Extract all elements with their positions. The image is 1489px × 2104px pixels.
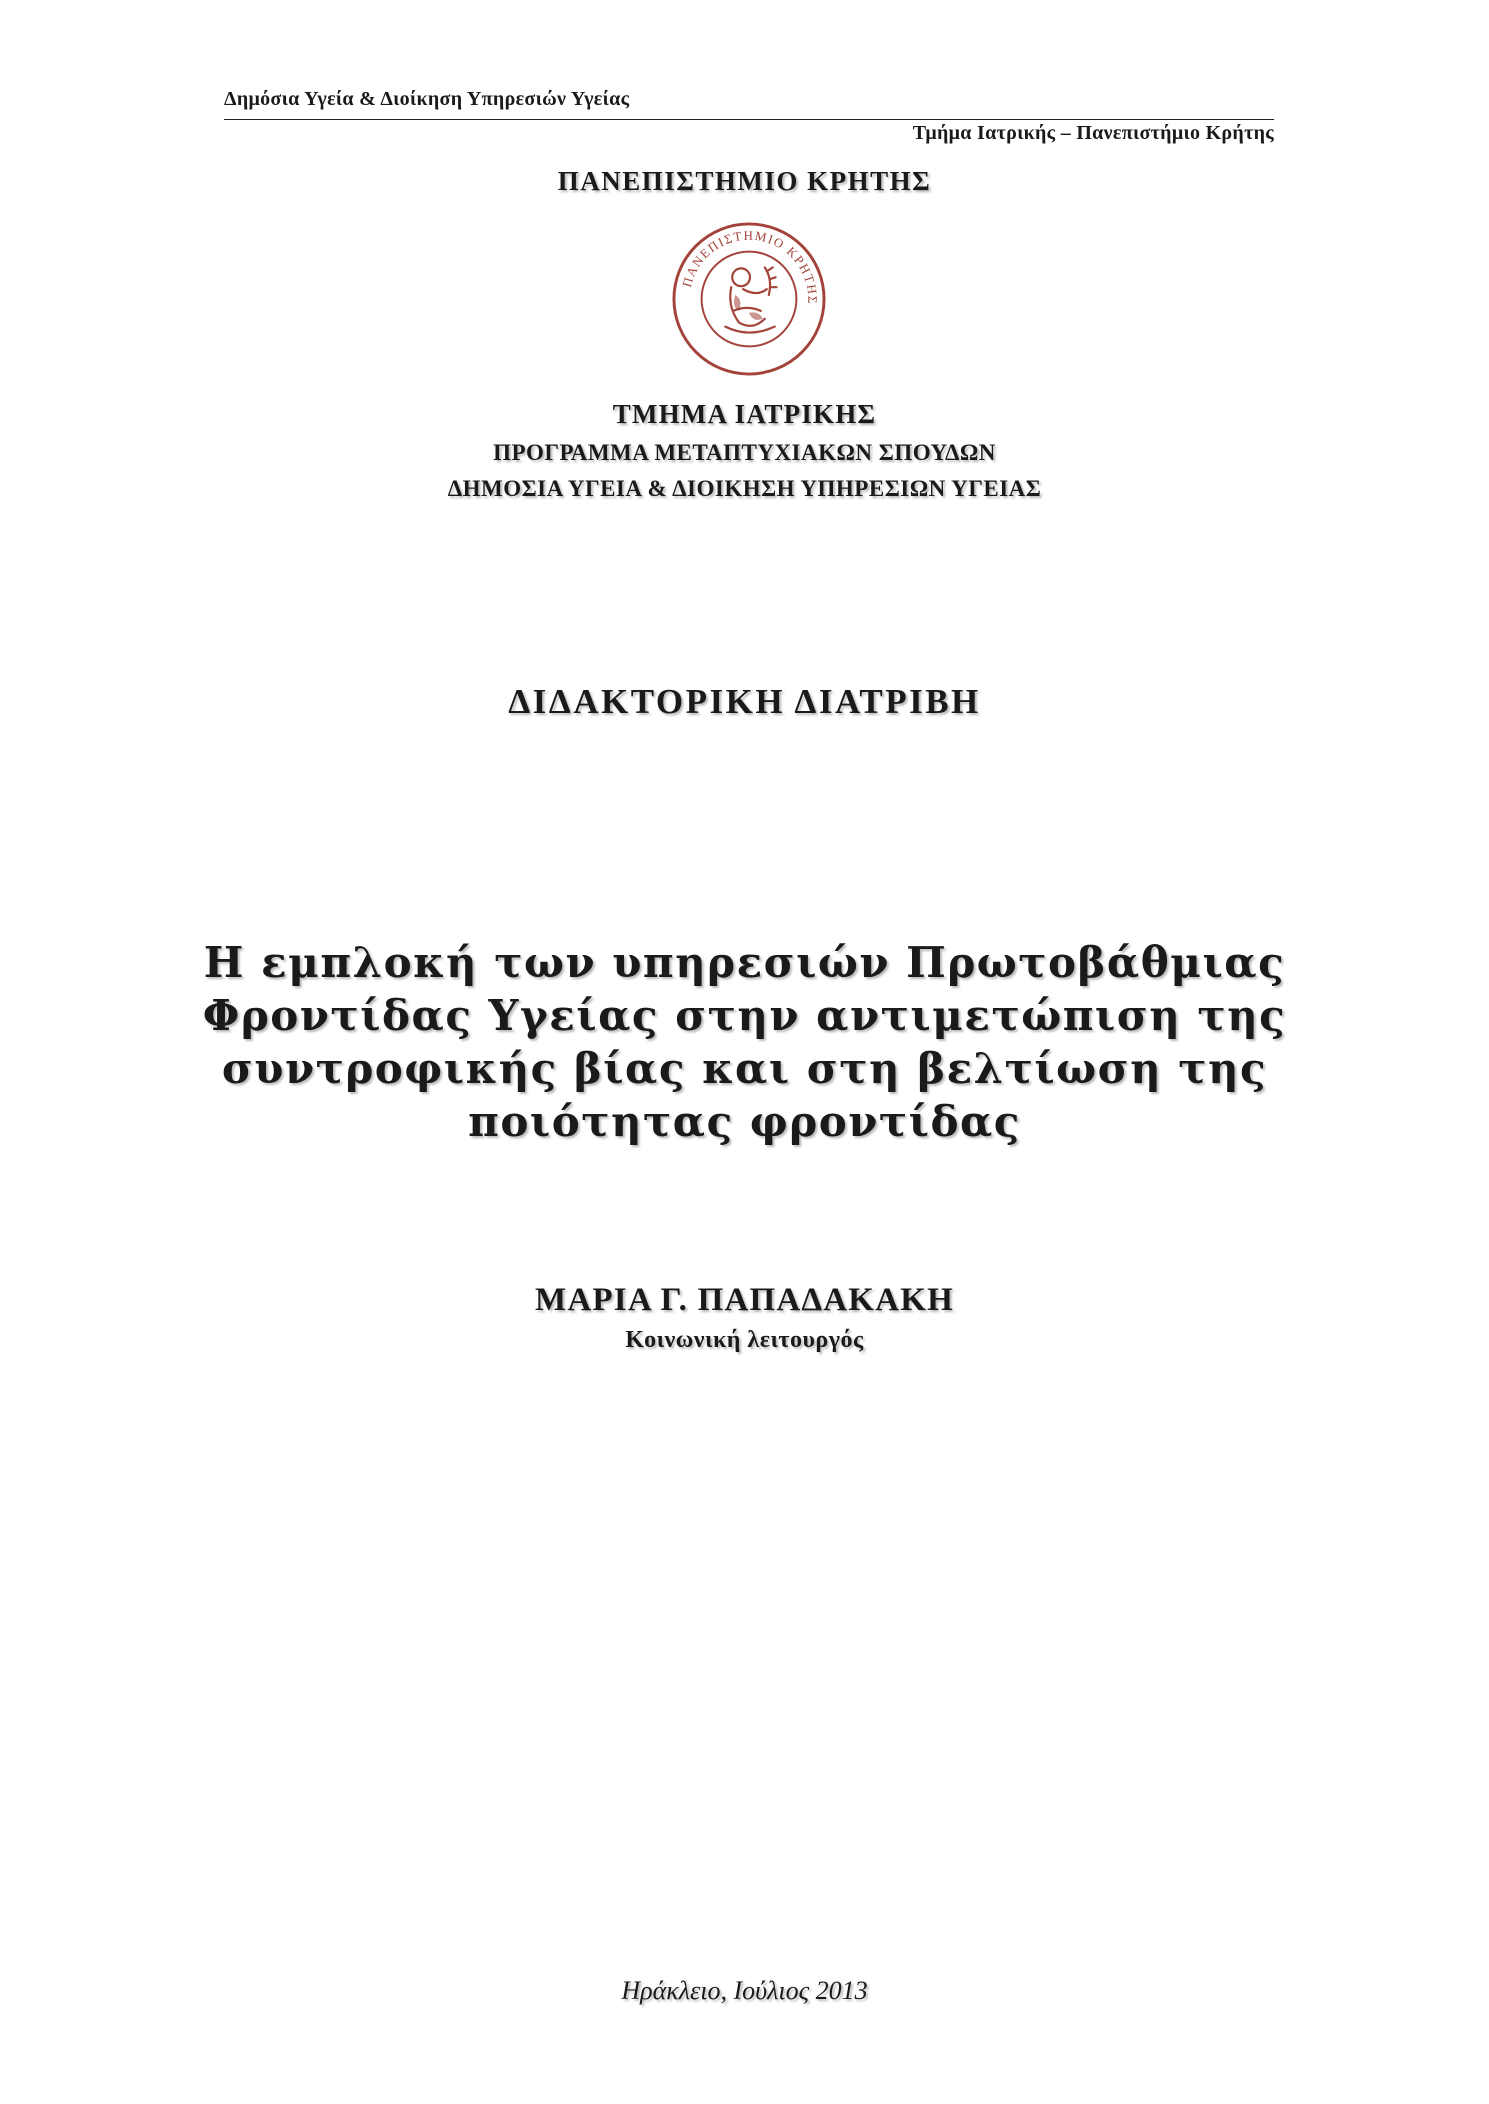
svg-text:ΠΑΝΕΠΙΣΤΗΜΙΟ ΚΡΗΤΗΣ: ΠΑΝΕΠΙΣΤΗΜΙΟ ΚΡΗΤΗΣ <box>679 228 820 305</box>
department-name: ΤΜΗΜΑ ΙΑΤΡΙΚΗΣ <box>612 399 877 429</box>
author-role: Κοινωνική λειτουργός <box>625 1327 864 1353</box>
thesis-title <box>0 936 1489 1148</box>
university-name: ΠΑΝΕΠΙΣΤΗΜΙΟ ΚΡΗΤΗΣ <box>557 166 932 196</box>
program-label: ΠΡΟΓΡΑΜΜΑ ΜΕΤΑΠΤΥΧΙΑΚΩΝ ΣΠΟΥΔΩΝ <box>493 440 996 465</box>
place-and-date: Ηράκλειο, Ιούλιος 2013 <box>621 1976 868 2005</box>
thesis-title-line: ποιότητας φροντίδας <box>468 1097 1021 1146</box>
university-seal-logo <box>670 220 828 378</box>
running-header-left: Δημόσια Υγεία & Διοίκηση Υπηρεσιών Υγείας <box>224 88 630 110</box>
thesis-title-line: Φροντίδας Υγείας στην αντιμετώπιση της <box>202 991 1287 1040</box>
document-type: ΔΙΔΑΚΤΟΡΙΚΗ ΔΙΑΤΡΙΒΗ <box>508 682 981 721</box>
thesis-title-line: Η εμπλοκή των υπηρεσιών Πρωτοβάθμιας <box>203 938 1286 987</box>
running-header-right: Τμήμα Ιατρικής – Πανεπιστήμιο Κρήτης <box>912 122 1274 144</box>
header-rule <box>224 119 1274 120</box>
author-name: ΜΑΡΙΑ Γ. ΠΑΠΑΔΑΚΑΚΗ <box>535 1282 954 1318</box>
thesis-title-line: συντροφικής βίας και στη βελτίωση της <box>221 1044 1268 1093</box>
program-name: ΔΗΜΟΣΙΑ ΥΓΕΙΑ & ΔΙΟΙΚΗΣΗ ΥΠΗΡΕΣΙΩΝ ΥΓΕΙΑΣ <box>447 476 1042 501</box>
